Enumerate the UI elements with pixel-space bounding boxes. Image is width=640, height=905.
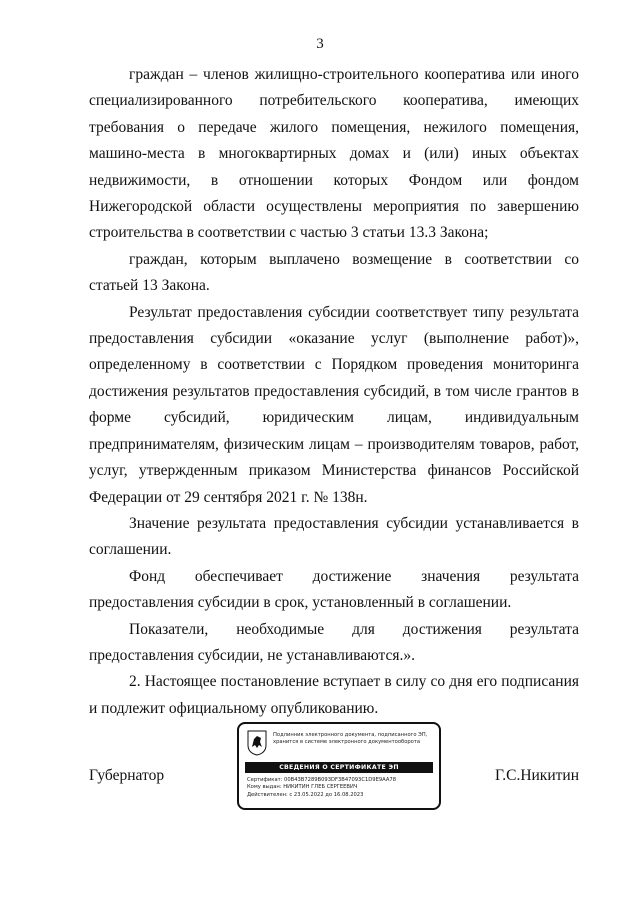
certificate-validity: Действителен: с 23.05.2022 до 16.08.2023: [247, 791, 364, 798]
electronic-signature-stamp: [237, 722, 441, 810]
page-number: 3: [316, 36, 324, 52]
paragraph: Значение результата предоставления субсидии устанавливается в соглашении.: [89, 514, 579, 559]
certificate-number: Сертификат: 00B43B7289B093DF3B47093C1D9E9AA78: [247, 777, 396, 783]
paragraph: граждан – членов жилищно-строительного кооператива или иного специализированного потребительского кооператива, имеющих требования о передаче жилого помещения, нежилого помещения, машино-места в многоквартирных домах и (или) иных объектах недвижимости, в отношении которых Фондом или фондом Нижегородской области осуществлены мероприятия по завершению строительства в соответствии с частью 3 статьи 13.3 Закона;: [89, 66, 579, 242]
stamp-title: СВЕДЕНИЯ О СЕРТИФИКАТЕ ЭП: [245, 762, 433, 773]
signature-block: [89, 718, 579, 808]
stamp-note: Подлинник электронного документа, подписанного ЭП, хранится в системе электронного документооборота: [273, 732, 428, 745]
certificate-owner: Кому выдан: НИКИТИН ГЛЕБ СЕРГЕЕВИЧ: [247, 784, 358, 791]
coat-of-arms-icon: [247, 730, 267, 756]
paragraph: 2. Настоящее постановление вступает в силу со дня его подписания и подлежит официальному опубликованию.: [89, 673, 579, 717]
paragraph: Фонд обеспечивает достижение значения результата предоставления субсидии в срок, установленный в соглашении.: [89, 567, 579, 612]
signatory-name: Г.С.Никитин: [495, 767, 579, 784]
paragraph: Результат предоставления субсидии соответствует типу результата предоставления субсидии «оказание услуг (выполнение работ)», определенному в соответствии с Порядком проведения мониторинга достижения результатов предоставления субсидий, в том числе грантов в форме субсидий, юридическим лицам, индивидуальным предпринимателям, физическим лицам – производителям товаров, работ, услуг, утвержденным приказом Министерства финансов Российской Федерации от 29 сентября 2021 г. № 138н.: [89, 303, 579, 506]
paragraph: Показатели, необходимые для достижения результата предоставления субсидии, не устанавливаются.».: [89, 620, 579, 664]
paragraph: граждан, которым выплачено возмещение в соответствии со статьей 13 Закона.: [89, 250, 579, 295]
document-body: [89, 62, 579, 722]
signatory-position: Губернатор: [89, 767, 165, 784]
